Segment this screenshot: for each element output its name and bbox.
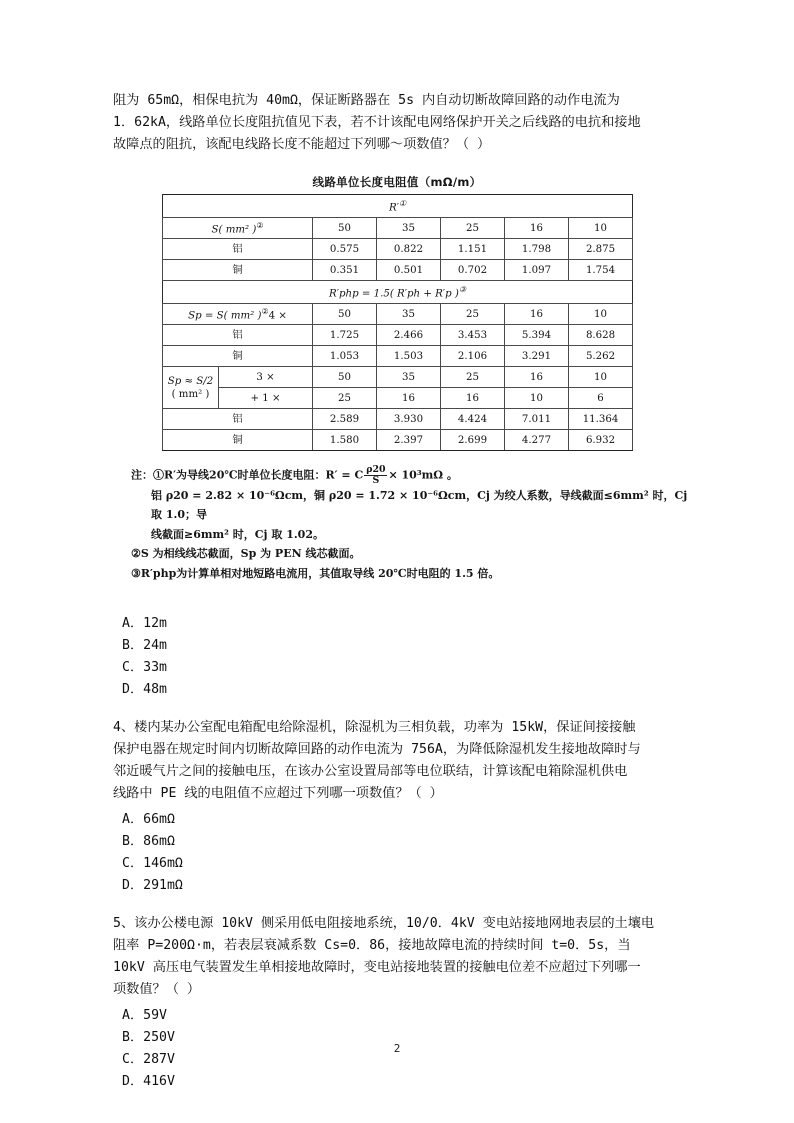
question3-body bbox=[113, 90, 691, 156]
question3-option-b[interactable]: B．24m bbox=[122, 638, 167, 654]
cell: 6.932 bbox=[569, 430, 633, 451]
section1-material-1: 铜 bbox=[163, 260, 313, 281]
question5-option-a[interactable]: A．59V bbox=[122, 1008, 167, 1024]
cell: 1.725 bbox=[313, 325, 377, 346]
page-number: 2 bbox=[393, 1042, 401, 1055]
spacer bbox=[113, 583, 691, 609]
question4-line-4: 线路中 PE 线的电阻值不应超过下列哪一项数值？（ ） bbox=[113, 786, 443, 802]
question5-option-c[interactable]: C．287V bbox=[122, 1052, 175, 1068]
section2-row-label: Sp = S( mm² )②4 × bbox=[163, 304, 313, 325]
cell: 50 bbox=[313, 367, 377, 388]
cell: 3.930 bbox=[377, 409, 441, 430]
note-1-line-2: 铝 ρ20 = 2.82 × 10⁻⁶Ωcm，铜 ρ20 = 1.72 × 10⁻⁶Ωcm，Cj 为绞人系数，导线截面≤6mm² 时，Cj 取 1.0；导 bbox=[151, 488, 688, 522]
note-2: ②S 为相线线芯截面，Sp 为 PEN 线芯截面。 bbox=[131, 547, 361, 561]
cell: 1.798 bbox=[505, 239, 569, 260]
cell: 2.875 bbox=[569, 239, 633, 260]
question4-option-b[interactable]: B．86mΩ bbox=[122, 834, 175, 850]
section2-size-2: 25 bbox=[441, 304, 505, 325]
cell: 0.702 bbox=[441, 260, 505, 281]
question4-option-a[interactable]: A．66mΩ bbox=[122, 812, 175, 828]
cell: 3.453 bbox=[441, 325, 505, 346]
table-row bbox=[163, 218, 633, 239]
cell: 10 bbox=[505, 388, 569, 409]
question5-body bbox=[113, 913, 691, 1001]
band1-label: R′① bbox=[163, 195, 633, 218]
table-band-row-1 bbox=[163, 195, 633, 218]
cell: 1.754 bbox=[569, 260, 633, 281]
section2-size-1: 35 bbox=[377, 304, 441, 325]
question5-line-3: 10kV 高压电气装置发生单相接地故障时，变电站接地装置的接触电位差不应超过下列哪一 bbox=[113, 960, 641, 976]
question5-option-b[interactable]: B．250V bbox=[122, 1030, 175, 1046]
cell: 35 bbox=[377, 367, 441, 388]
cell: 2.699 bbox=[441, 430, 505, 451]
cell: 1.053 bbox=[313, 346, 377, 367]
section3-material-0: 铝 bbox=[163, 409, 313, 430]
note-3: ③R′php为计算单相对地短路电流用，其值取导线 20℃时电阻的 1.5 倍。 bbox=[131, 566, 500, 580]
table-row bbox=[163, 388, 633, 409]
cell: 6 bbox=[569, 388, 633, 409]
section1-row-label: S( mm² )② bbox=[163, 218, 313, 239]
cell: 5.394 bbox=[505, 325, 569, 346]
section2-material-1: 铜 bbox=[163, 346, 313, 367]
section3-row-label: Sp ≈ S/2 ( mm² ) bbox=[163, 367, 219, 409]
cell: 16 bbox=[505, 367, 569, 388]
cell: 11.364 bbox=[569, 409, 633, 430]
cell: 2.589 bbox=[313, 409, 377, 430]
question3-line-2: 1．62kA，线路单位长度阻抗值见下表，若不计该配电网络保护开关之后线路的电抗和接地 bbox=[113, 115, 641, 130]
table-row bbox=[163, 367, 633, 388]
cell: 1.151 bbox=[441, 239, 505, 260]
cell: 0.351 bbox=[313, 260, 377, 281]
cell: 0.822 bbox=[377, 239, 441, 260]
cell: 4.277 bbox=[505, 430, 569, 451]
spacer bbox=[113, 701, 691, 717]
cell: 3.291 bbox=[505, 346, 569, 367]
section1-size-4: 10 bbox=[569, 218, 633, 239]
question3-option-d[interactable]: D．48m bbox=[122, 682, 167, 698]
section3-sub-label-2: + 1 × bbox=[219, 388, 313, 409]
cell: 16 bbox=[441, 388, 505, 409]
resistance-table bbox=[162, 194, 633, 451]
table-row bbox=[163, 304, 633, 325]
table-row bbox=[163, 239, 633, 260]
table-band-row-2 bbox=[163, 281, 633, 304]
resistance-table-block bbox=[162, 174, 632, 451]
cell: 1.503 bbox=[377, 346, 441, 367]
question4-option-c[interactable]: C．146mΩ bbox=[122, 856, 183, 872]
section1-size-1: 35 bbox=[377, 218, 441, 239]
question4-line-1: 4、楼内某办公室配电箱配电给除湿机，除湿机为三相负载，功率为 15kW，保证间接接触 bbox=[113, 720, 636, 736]
question4-option-d[interactable]: D．291mΩ bbox=[122, 878, 183, 894]
table-row bbox=[163, 325, 633, 346]
cell: 8.628 bbox=[569, 325, 633, 346]
band2-label: R′php = 1.5( R′ph + R′p )③ bbox=[163, 281, 633, 304]
question4-body bbox=[113, 717, 691, 805]
question5-option-d[interactable]: D．416V bbox=[122, 1074, 175, 1090]
page-content bbox=[113, 90, 691, 1093]
cell: 5.262 bbox=[569, 346, 633, 367]
question3-option-a[interactable]: A．12m bbox=[122, 616, 167, 632]
cell: 7.011 bbox=[505, 409, 569, 430]
table-row bbox=[163, 346, 633, 367]
section1-size-3: 16 bbox=[505, 218, 569, 239]
cell: 2.466 bbox=[377, 325, 441, 346]
section1-material-0: 铝 bbox=[163, 239, 313, 260]
rho-over-s-fraction: $\frac{\rho 20}{S}$ bbox=[366, 464, 386, 486]
table-notes bbox=[113, 465, 691, 583]
section1-size-2: 25 bbox=[441, 218, 505, 239]
cell: 16 bbox=[377, 388, 441, 409]
cell: 0.575 bbox=[313, 239, 377, 260]
section2-size-4: 10 bbox=[569, 304, 633, 325]
section3-material-1: 铜 bbox=[163, 430, 313, 451]
question3-options bbox=[113, 613, 691, 701]
cell: 10 bbox=[569, 367, 633, 388]
section3-sub-label-1: 3 × bbox=[219, 367, 313, 388]
table-caption: 线路单位长度电阻值（mΩ/m） bbox=[312, 175, 482, 189]
question5-line-4: 项数值？（ ） bbox=[113, 982, 201, 998]
question3-line-1: 阻为 65mΩ，相保电抗为 40mΩ，保证断路器在 5s 内自动切断故障回路的动作电流为 bbox=[113, 93, 620, 108]
question3-option-c[interactable]: C．33m bbox=[122, 660, 167, 676]
cell: 25 bbox=[441, 367, 505, 388]
table-row bbox=[163, 409, 633, 430]
section2-material-0: 铝 bbox=[163, 325, 313, 346]
question5-line-1: 5、该办公楼电源 10kV 侧采用低电阻接地系统，10/0．4kV 变电站接地网地表层的土壤电 bbox=[113, 916, 655, 932]
section1-size-0: 50 bbox=[313, 218, 377, 239]
question4-line-2: 保护电器在规定时间内切断故障回路的动作电流为 756A，为降低除湿机发生接地故障时与 bbox=[113, 742, 641, 758]
cell: 0.501 bbox=[377, 260, 441, 281]
cell: 2.397 bbox=[377, 430, 441, 451]
table-row bbox=[163, 430, 633, 451]
note-1-line-3: 线截面≥6mm² 时，Cj 取 1.02。 bbox=[151, 527, 324, 541]
section2-size-0: 50 bbox=[313, 304, 377, 325]
section2-size-3: 16 bbox=[505, 304, 569, 325]
question5-line-2: 阻率 P=200Ω·m，若表层衰减系数 Cs=0．86，接地故障电流的持续时间 t=0．5s，当 bbox=[113, 938, 631, 954]
cell: 4.424 bbox=[441, 409, 505, 430]
cell: 1.580 bbox=[313, 430, 377, 451]
cell: 25 bbox=[313, 388, 377, 409]
spacer bbox=[113, 897, 691, 913]
cell: 2.106 bbox=[441, 346, 505, 367]
question4-options bbox=[113, 809, 691, 897]
table-row bbox=[163, 260, 633, 281]
cell: 1.097 bbox=[505, 260, 569, 281]
question3-line-3: 故障点的阻抗，该配电线路长度不能超过下列哪～项数值？（ ） bbox=[113, 137, 491, 152]
note-1-line-1: 注：①R′为导线20℃时单位长度电阻：R′ = C $\frac{\rho 20}{S}$ × 10³mΩ 。 bbox=[131, 464, 458, 486]
question4-line-3: 邻近暖气片之间的接触电压，在该办公室设置局部等电位联结，计算该配电箱除湿机供电 bbox=[113, 764, 628, 780]
